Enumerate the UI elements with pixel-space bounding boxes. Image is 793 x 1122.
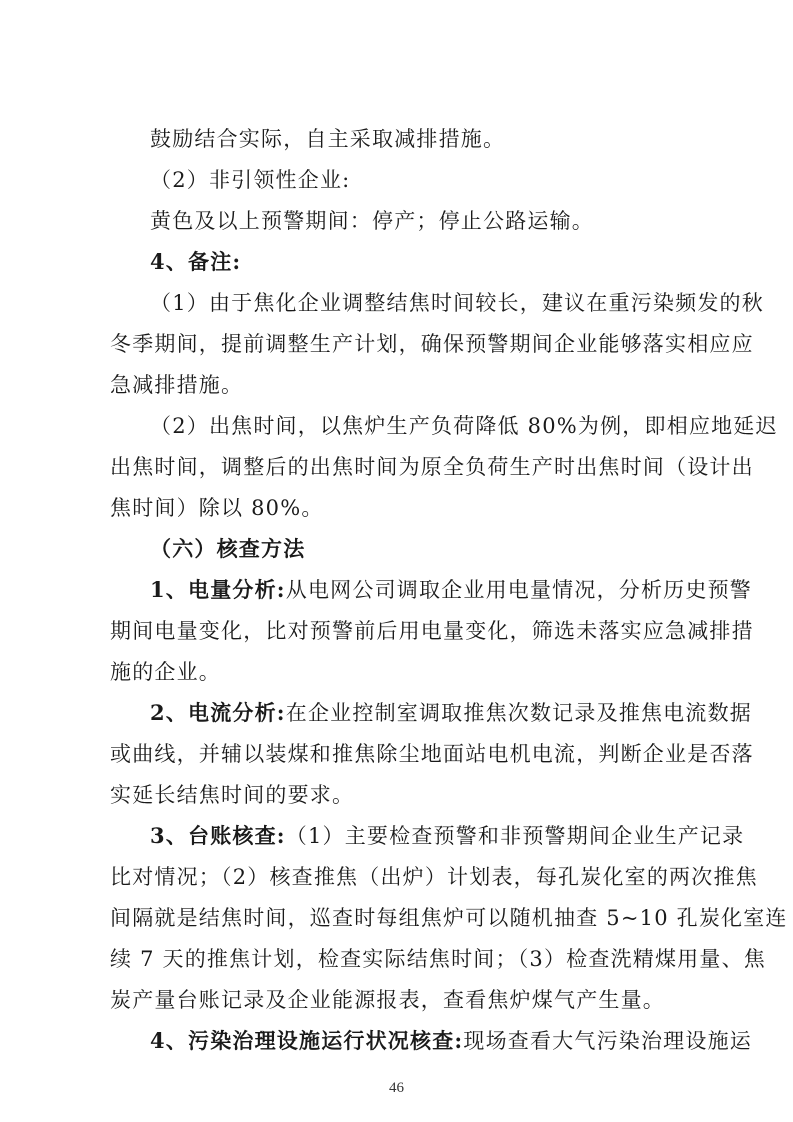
- paragraph-line: （2）出焦时间，以焦炉生产负荷降低 80%为例，即相应地延迟: [150, 414, 778, 438]
- bold-lead: 1、电量分析:: [150, 577, 286, 602]
- paragraph-line: 焦时间）除以 80%。: [110, 496, 324, 520]
- paragraph-line: [150, 576, 752, 604]
- paragraph-line: [150, 1027, 752, 1055]
- page-number: 46: [389, 1080, 404, 1096]
- paragraph-line: 续 7 天的推焦计划，检查实际结焦时间；（3）检查洗精煤用量、焦: [110, 947, 766, 971]
- paragraph-line: 比对情况；（2）核查推焦（出炉）计划表，每孔炭化室的两次推焦: [110, 865, 758, 889]
- paragraph-line: （1）由于焦化企业调整结焦时间较长，建议在重污染频发的秋: [150, 291, 764, 315]
- paragraph-line: 黄色及以上预警期间：停产；停止公路运输。: [150, 209, 594, 233]
- bold-lead: 2、电流分析:: [150, 700, 286, 725]
- paragraph-line: 鼓励结合实际，自主采取减排措施。: [150, 127, 506, 151]
- bold-lead: 3、台账核查:: [150, 823, 286, 848]
- paragraph-line: 急减排措施。: [110, 373, 244, 397]
- paragraph-line: （2）非引领性企业:: [150, 168, 351, 192]
- paragraph-line: 炭产量台账记录及企业能源报表，查看焦炉煤气产生量。: [110, 988, 665, 1012]
- section-heading: （六）核查方法: [150, 536, 306, 561]
- paragraph-line: [150, 822, 745, 850]
- paragraph-line: [150, 699, 752, 727]
- bold-lead: 4、污染治理设施运行状况核查:: [150, 1028, 464, 1053]
- paragraph-line: 施的企业。: [110, 660, 221, 684]
- paragraph-line: 出焦时间，调整后的出焦时间为原全负荷生产时出焦时间（设计出: [110, 455, 754, 479]
- paragraph-line: 冬季期间，提前调整生产计划，确保预警期间企业能够落实相应应: [110, 332, 754, 356]
- paragraph-line: 间隔就是结焦时间，巡查时每组焦炉可以随机抽查 5~10 孔炭化室连: [110, 906, 788, 930]
- paragraph-text: （1）主要检查预警和非预警期间企业生产记录: [285, 824, 745, 848]
- section-heading: 4、备注:: [150, 249, 242, 274]
- paragraph-text: 从电网公司调取企业用电量情况，分析历史预警: [285, 578, 752, 602]
- paragraph-text: 现场查看大气污染治理设施运: [463, 1029, 752, 1053]
- paragraph-line: 期间电量变化，比对预警前后用电量变化，筛选未落实应急减排措: [110, 619, 754, 643]
- paragraph-text: 在企业控制室调取推焦次数记录及推焦电流数据: [285, 701, 752, 725]
- paragraph-line: 或曲线，并辅以装煤和推焦除尘地面站电机电流，判断企业是否落: [110, 742, 754, 766]
- paragraph-line: 实延长结焦时间的要求。: [110, 783, 355, 807]
